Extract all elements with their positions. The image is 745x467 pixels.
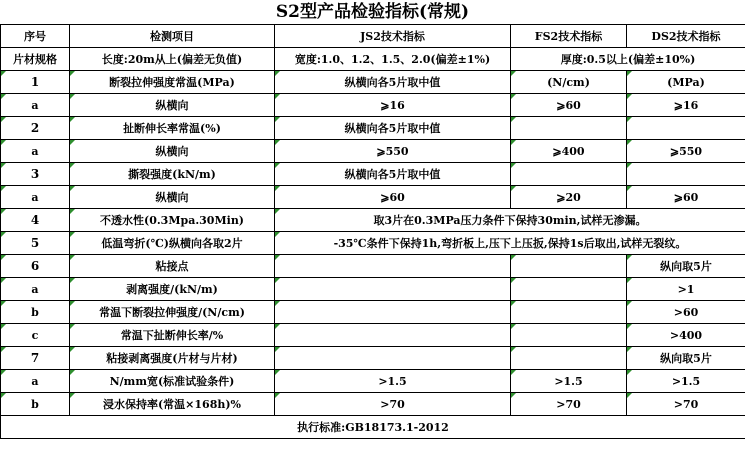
row-js2-value: 纵横向各5片取中值 xyxy=(275,117,511,140)
row-js2-value: >1.5 xyxy=(275,370,511,393)
row-item: 浸水保持率(常温×168h)% xyxy=(70,393,275,416)
table-row xyxy=(1,94,745,117)
row-item: 常温下断裂拉伸强度/(N/cm) xyxy=(70,301,275,324)
footer-standard: 执行标准:GB18173.1-2012 xyxy=(1,416,745,439)
row-js2-value: 纵横向各5片取中值 xyxy=(275,163,511,186)
row-ds2-value xyxy=(627,117,745,140)
row-merged-value: -35℃条件下保持1h,弯折板上,压下上压扳,保持1s后取出,试样无裂纹。 xyxy=(275,232,745,255)
row-item: N/mm宽(标准试验条件) xyxy=(70,370,275,393)
row-ds2-value: >1.5 xyxy=(627,370,745,393)
table-row xyxy=(1,324,745,347)
header-item: 检测项目 xyxy=(70,25,275,48)
table-row xyxy=(1,140,745,163)
row-item: 剥离强度/(kN/m) xyxy=(70,278,275,301)
row-js2-value xyxy=(275,324,511,347)
row-ds2-value: >70 xyxy=(627,393,745,416)
row-fs2-value: (N/cm) xyxy=(511,71,627,94)
row-fs2-value xyxy=(511,163,627,186)
row-item: 纵横向 xyxy=(70,140,275,163)
row-seq: a xyxy=(1,370,70,393)
table-row xyxy=(1,347,745,370)
row-seq: 3 xyxy=(1,163,70,186)
header-fs2: FS2技术指标 xyxy=(511,25,627,48)
table-row xyxy=(1,163,745,186)
row-seq: b xyxy=(1,301,70,324)
table-row xyxy=(1,209,745,232)
row-ds2-value: 纵向取5片 xyxy=(627,347,745,370)
row-item: 撕裂强度(kN/m) xyxy=(70,163,275,186)
row-item: 扯断伸长率常温(%) xyxy=(70,117,275,140)
row-fs2-value: ⩾60 xyxy=(511,94,627,117)
row-js2-value xyxy=(275,301,511,324)
row-item: 纵横向 xyxy=(70,94,275,117)
spec-width: 宽度:1.0、1.2、1.5、2.0(偏差±1%) xyxy=(275,48,511,71)
row-ds2-value: ⩾60 xyxy=(627,186,745,209)
spec-table xyxy=(0,24,745,439)
table-row xyxy=(1,278,745,301)
row-js2-value xyxy=(275,255,511,278)
row-js2-value: ⩾60 xyxy=(275,186,511,209)
row-item: 粘接点 xyxy=(70,255,275,278)
row-seq: 2 xyxy=(1,117,70,140)
row-seq: a xyxy=(1,186,70,209)
table-row xyxy=(1,255,745,278)
row-fs2-value xyxy=(511,255,627,278)
header-ds2: DS2技术指标 xyxy=(627,25,745,48)
row-fs2-value xyxy=(511,278,627,301)
spec-length: 长度:20m从上(偏差无负值) xyxy=(70,48,275,71)
header-js2: JS2技术指标 xyxy=(275,25,511,48)
row-fs2-value xyxy=(511,301,627,324)
row-item: 粘接剥离强度(片材与片材) xyxy=(70,347,275,370)
row-seq: 4 xyxy=(1,209,70,232)
row-seq: c xyxy=(1,324,70,347)
table-row xyxy=(1,117,745,140)
row-ds2-value: 纵向取5片 xyxy=(627,255,745,278)
spec-row xyxy=(1,48,745,71)
row-item: 常温下扯断伸长率/% xyxy=(70,324,275,347)
row-seq: 1 xyxy=(1,71,70,94)
sheet-title: S2型产品检验指标(常规) xyxy=(275,2,470,22)
row-seq: a xyxy=(1,140,70,163)
table-row xyxy=(1,232,745,255)
row-merged-value: 取3片在0.3MPa压力条件下保持30min,试样无渗漏。 xyxy=(275,209,745,232)
row-js2-value: >70 xyxy=(275,393,511,416)
row-js2-value xyxy=(275,278,511,301)
row-js2-value xyxy=(275,347,511,370)
row-seq: 6 xyxy=(1,255,70,278)
footer-row xyxy=(1,416,745,439)
table-row xyxy=(1,370,745,393)
row-ds2-value: >1 xyxy=(627,278,745,301)
row-fs2-value xyxy=(511,347,627,370)
row-fs2-value: ⩾400 xyxy=(511,140,627,163)
row-js2-value: 纵横向各5片取中值 xyxy=(275,71,511,94)
row-item: 断裂拉伸强度常温(MPa) xyxy=(70,71,275,94)
header-row xyxy=(1,25,745,48)
row-seq: b xyxy=(1,393,70,416)
row-ds2-value: >60 xyxy=(627,301,745,324)
row-fs2-value: >1.5 xyxy=(511,370,627,393)
row-ds2-value: ⩾16 xyxy=(627,94,745,117)
row-ds2-value: ⩾550 xyxy=(627,140,745,163)
row-seq: a xyxy=(1,278,70,301)
table-row xyxy=(1,186,745,209)
row-ds2-value: >400 xyxy=(627,324,745,347)
row-fs2-value: ⩾20 xyxy=(511,186,627,209)
table-row xyxy=(1,71,745,94)
table-row xyxy=(1,393,745,416)
row-seq: a xyxy=(1,94,70,117)
spec-label: 片材规格 xyxy=(1,48,70,71)
header-seq: 序号 xyxy=(1,25,70,48)
row-seq: 7 xyxy=(1,347,70,370)
row-fs2-value: >70 xyxy=(511,393,627,416)
row-item: 纵横向 xyxy=(70,186,275,209)
row-ds2-value xyxy=(627,163,745,186)
row-fs2-value xyxy=(511,117,627,140)
row-ds2-value: (MPa) xyxy=(627,71,745,94)
row-item: 不透水性(0.3Mpa.30Min) xyxy=(70,209,275,232)
row-js2-value: ⩾16 xyxy=(275,94,511,117)
row-item: 低温弯折(℃)纵横向各取2片 xyxy=(70,232,275,255)
row-fs2-value xyxy=(511,324,627,347)
table-row xyxy=(1,301,745,324)
spec-thickness: 厚度:0.5以上(偏差±10%) xyxy=(511,48,745,71)
row-js2-value: ⩾550 xyxy=(275,140,511,163)
row-seq: 5 xyxy=(1,232,70,255)
